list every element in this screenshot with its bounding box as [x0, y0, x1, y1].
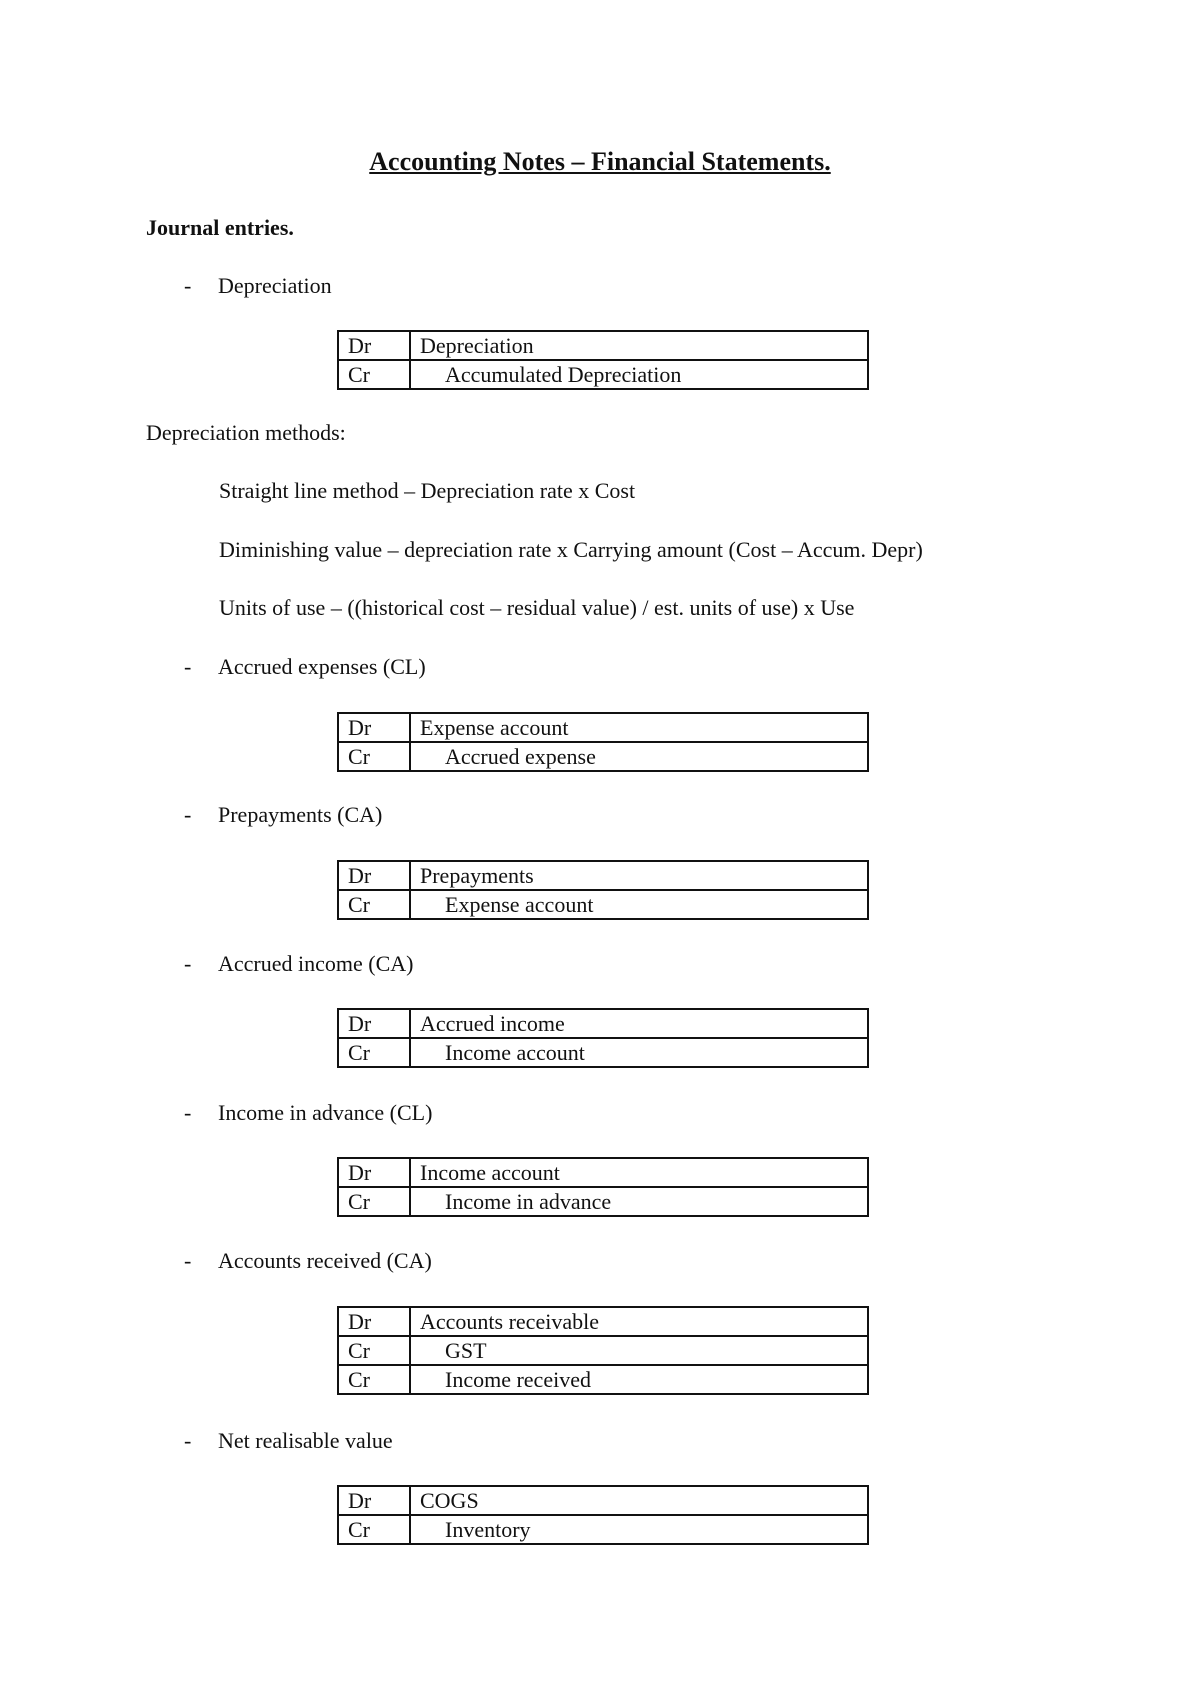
- entry-account: GST: [410, 1336, 868, 1365]
- bullet-dash: -: [184, 1248, 192, 1273]
- entry-account: Inventory: [410, 1515, 868, 1544]
- table-row: [338, 742, 868, 771]
- entry-side: Cr: [338, 1365, 410, 1394]
- table-row: [338, 331, 868, 360]
- entry-account: Prepayments: [410, 861, 868, 890]
- entry-side: Cr: [338, 1187, 410, 1216]
- entry-side: Dr: [338, 1307, 410, 1336]
- entry-account: Accrued income: [410, 1009, 868, 1038]
- bullet-label: Depreciation: [218, 273, 332, 298]
- table-row: [338, 861, 868, 890]
- entry-account: COGS: [410, 1486, 868, 1515]
- entry-account: Depreciation: [410, 331, 868, 360]
- entry-account: Expense account: [410, 890, 868, 919]
- table-row: [338, 1336, 868, 1365]
- bullet-dash: -: [184, 654, 192, 679]
- entry-side: Dr: [338, 331, 410, 360]
- methods-label: Depreciation methods:: [146, 420, 346, 445]
- bullet-prepayments: [184, 801, 382, 829]
- bullet-accrued-expenses: [184, 653, 426, 681]
- table-row: [338, 1307, 868, 1336]
- journal-table-accrued-income: [337, 1008, 869, 1068]
- entry-account: Accrued expense: [410, 742, 868, 771]
- page-title: Accounting Notes – Financial Statements.: [369, 147, 831, 176]
- entry-account: Income account: [410, 1038, 868, 1067]
- table-row: [338, 1009, 868, 1038]
- bullet-depreciation: [184, 272, 332, 300]
- method-units-of-use: Units of use – ((historical cost – residual value) / est. units of use) x Use: [219, 595, 855, 620]
- entry-side: Cr: [338, 890, 410, 919]
- entry-side: Dr: [338, 713, 410, 742]
- table-row: [338, 1365, 868, 1394]
- bullet-label: Accrued income (CA): [218, 951, 414, 976]
- bullet-label: Net realisable value: [218, 1428, 393, 1453]
- table-row: [338, 1486, 868, 1515]
- bullet-label: Prepayments (CA): [218, 802, 383, 827]
- entry-side: Cr: [338, 1336, 410, 1365]
- journal-table-accrued-expenses: [337, 712, 869, 772]
- bullet-accrued-income: [184, 950, 413, 978]
- bullet-accounts-received: [184, 1247, 432, 1275]
- bullet-dash: -: [184, 273, 192, 298]
- table-row: [338, 360, 868, 389]
- table-row: [338, 1038, 868, 1067]
- table-row: [338, 1158, 868, 1187]
- bullet-dash: -: [184, 1100, 192, 1125]
- method-diminishing-value: Diminishing value – depreciation rate x Carrying amount (Cost – Accum. Depr): [219, 537, 923, 562]
- entry-account: Income account: [410, 1158, 868, 1187]
- entry-account: Accumulated Depreciation: [410, 360, 868, 389]
- table-row: [338, 1515, 868, 1544]
- entry-account: Accounts receivable: [410, 1307, 868, 1336]
- bullet-label: Income in advance (CL): [218, 1100, 433, 1125]
- journal-table-income-in-advance: [337, 1157, 869, 1217]
- entry-side: Dr: [338, 1009, 410, 1038]
- table-row: [338, 1187, 868, 1216]
- bullet-income-in-advance: [184, 1099, 432, 1127]
- entry-side: Dr: [338, 861, 410, 890]
- journal-table-accounts-received: [337, 1306, 869, 1395]
- journal-table-net-realisable-value: [337, 1485, 869, 1545]
- bullet-dash: -: [184, 951, 192, 976]
- journal-table-depreciation: [337, 330, 869, 390]
- entry-side: Dr: [338, 1158, 410, 1187]
- entry-account: Income received: [410, 1365, 868, 1394]
- bullet-dash: -: [184, 802, 192, 827]
- entry-side: Cr: [338, 742, 410, 771]
- entry-side: Cr: [338, 1515, 410, 1544]
- entry-side: Cr: [338, 1038, 410, 1067]
- entry-side: Dr: [338, 1486, 410, 1515]
- method-straight-line: Straight line method – Depreciation rate x Cost: [219, 478, 636, 503]
- bullet-label: Accrued expenses (CL): [218, 654, 426, 679]
- entry-account: Expense account: [410, 713, 868, 742]
- section-heading: Journal entries.: [146, 215, 294, 240]
- bullet-net-realisable-value: [184, 1427, 393, 1455]
- table-row: [338, 713, 868, 742]
- journal-table-prepayments: [337, 860, 869, 920]
- table-row: [338, 890, 868, 919]
- entry-side: Cr: [338, 360, 410, 389]
- entry-account: Income in advance: [410, 1187, 868, 1216]
- bullet-dash: -: [184, 1428, 192, 1453]
- bullet-label: Accounts received (CA): [218, 1248, 432, 1273]
